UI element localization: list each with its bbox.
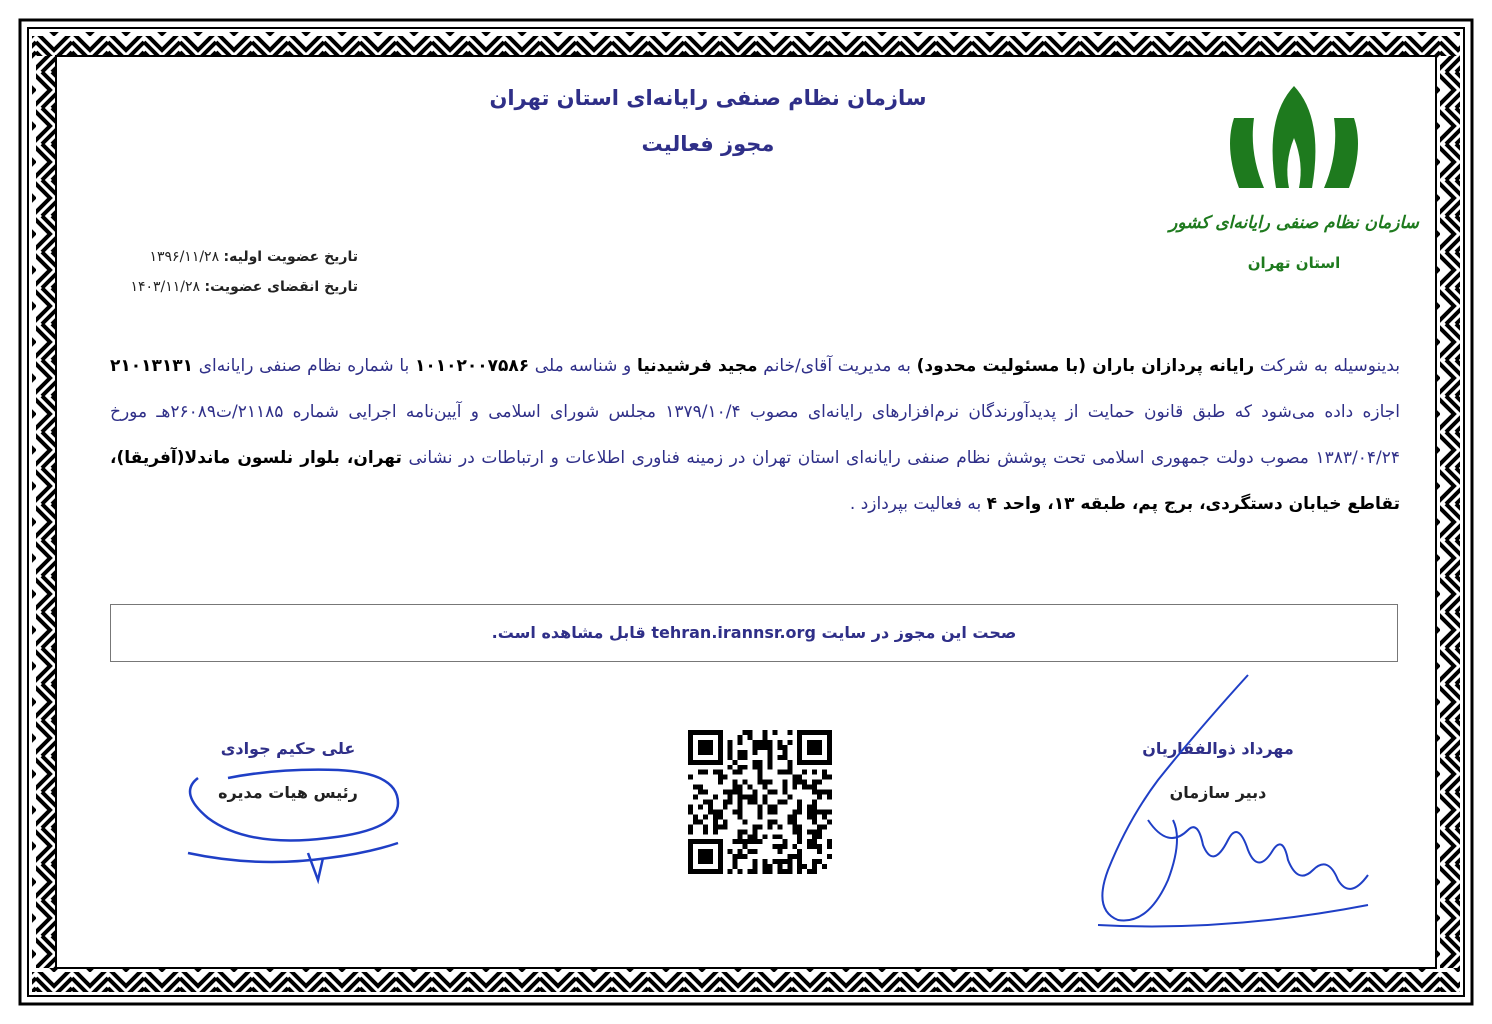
- verify-url-link[interactable]: tehran.irannsr.org: [651, 623, 816, 642]
- logo: [1169, 78, 1419, 278]
- company-name: رایانه پردازان باران (با مسئولیت محدود): [916, 356, 1255, 376]
- member-number: ۲۱۰۱۳۱۳۱: [110, 356, 194, 376]
- lotus-logo-icon: [1169, 78, 1419, 258]
- verification-box: [110, 604, 1398, 662]
- date-value: ۱۴۰۳/۱۱/۲۸: [130, 279, 201, 295]
- certificate-body: [110, 343, 1400, 527]
- manager-name: مجید فرشیدنیا: [636, 356, 758, 376]
- membership-dates: [108, 242, 358, 302]
- certificate: [58, 58, 1434, 966]
- verify-prefix: صحت این مجوز در سایت: [821, 623, 1017, 642]
- date-row-initial: [108, 242, 358, 272]
- address: تهران، بلوار نلسون ماندلا(آفریقا)، تقاطع خیابان دستگردی، برج پم، طبقه ۱۳، واحد ۴: [110, 448, 1400, 514]
- signature-chairman: [168, 734, 408, 808]
- signatory-name: علی حکیم جوادی: [220, 739, 356, 758]
- signatory-name: مهرداد ذوالفقاریان: [1142, 739, 1294, 758]
- logo-org-text: سازمان نظام صنفی رایانه‌ای کشور: [1169, 213, 1419, 233]
- body-text: بدینوسیله به شرکت: [1259, 356, 1400, 376]
- body-text: اجازه داده می‌شود که طبق قانون حمایت از پدیدآورندگان نرم‌افزارهای رایانه‌ای مصوب ۱۳۷۹/۱۰/۴ مجلس شورای اسلامی و آیین‌نامه اجرایی شماره ۲۱۱۸۵/ت۲۶۰۸۹هـ مورخ ۱۳۸۳/۰۴/۲۴ مصوب دولت جمهوری اسلامی تحت پوشش نظام صنفی رایانه‌ای استان تهران در زمینه فناوری اطلاعات و ارتباطات در نشانی: [110, 402, 1400, 468]
- logo-region: استان تهران: [1247, 254, 1341, 272]
- body-text: و شناسه ملی: [534, 356, 632, 376]
- date-value: ۱۳۹۶/۱۱/۲۸: [149, 249, 220, 265]
- date-label: تاریخ انقضای عضویت:: [204, 279, 358, 295]
- national-id: ۱۰۱۰۲۰۰۷۵۸۶: [414, 356, 530, 376]
- verify-suffix: قابل مشاهده است.: [491, 623, 646, 642]
- signatory-title: رئیس هیات مدیره: [218, 783, 358, 802]
- body-text: با شماره نظام صنفی رایانه‌ای: [198, 356, 410, 376]
- page-subtitle: مجوز فعالیت: [641, 132, 775, 156]
- qr-code[interactable]: [688, 730, 832, 874]
- signature-secretary: [1098, 734, 1338, 808]
- body-text: به مدیریت آقای/خانم: [763, 356, 911, 376]
- date-row-expiry: [108, 272, 358, 302]
- signatory-title: دبیر سازمان: [1169, 783, 1267, 802]
- page-title: سازمان نظام صنفی رایانه‌ای استان تهران: [489, 86, 927, 110]
- body-text: به فعالیت بپردازد .: [849, 494, 982, 514]
- date-label: تاریخ عضویت اولیه:: [223, 249, 358, 265]
